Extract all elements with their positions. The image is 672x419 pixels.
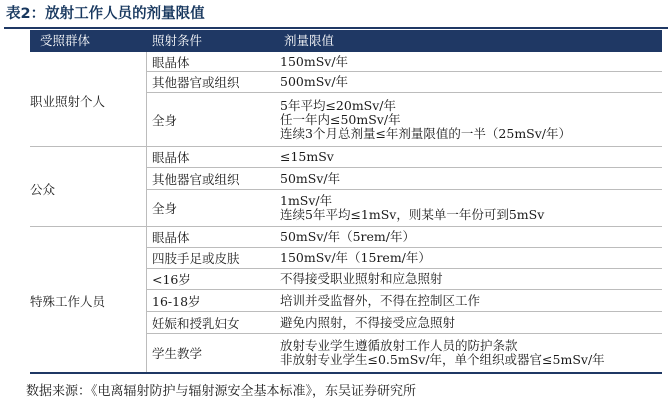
limit-cell: 避免内照射，不得接受应急照射 (280, 314, 456, 330)
group-public: 公众 (30, 182, 56, 197)
condition-cell: 眼晶体 (152, 54, 190, 70)
limit-cell: 50mSv/年（5rem/年） (280, 229, 415, 244)
table-row (146, 93, 662, 146)
table-row (146, 248, 662, 269)
condition-cell: 其他器官或组织 (152, 75, 240, 90)
bottom-rule (30, 372, 662, 374)
table-row (146, 269, 662, 290)
table-row (146, 52, 662, 72)
header-group: 受照群体 (40, 33, 91, 48)
table-row (146, 227, 662, 248)
condition-cell: 16-18岁 (152, 293, 201, 309)
table-row (146, 290, 662, 312)
condition-cell: 其他器官或组织 (152, 171, 240, 187)
limit-cell: 500mSv/年 (280, 74, 349, 89)
limit-cell: 5年平均≤20mSv/年 任一年内≤50mSv/年 连续3个月总剂量≤年剂量限值的一半（25mSv/年） (280, 97, 572, 141)
table-row (146, 72, 662, 93)
condition-cell: 全身 (152, 201, 178, 216)
limit-cell: 不得接受职业照射和应急照射 (280, 271, 443, 286)
condition-cell: 眼晶体 (152, 230, 190, 245)
condition-cell: 学生教学 (152, 346, 203, 361)
table-row (146, 312, 662, 334)
table-row (146, 190, 662, 226)
limit-cell: 150mSv/年（15rem/年） (280, 250, 431, 265)
group-special-workers: 特殊工作人员 (30, 294, 106, 309)
table-row (146, 334, 662, 372)
limit-cell: 150mSv/年 (280, 53, 349, 69)
condition-cell: <16岁 (152, 272, 191, 287)
limit-cell: 培训并受监督外，不得在控制区工作 (280, 292, 481, 308)
table-title: 表2：放射工作人员的剂量限值 (6, 6, 205, 22)
limit-cell: ≤15mSv (280, 149, 334, 164)
group-occupational: 职业照射个人 (30, 94, 106, 109)
top-rule (4, 27, 668, 29)
limit-cell: 1mSv/年 连续5年平均≤1mSv，则某单一年份可到5mSv (280, 193, 545, 222)
condition-cell: 四肢手足或皮肤 (152, 251, 240, 266)
limit-cell: 50mSv/年 (280, 170, 341, 186)
header-condition: 照射条件 (152, 33, 203, 48)
condition-cell: 眼晶体 (152, 150, 190, 165)
table-header (30, 30, 662, 52)
condition-cell: 妊娠和授乳妇女 (152, 315, 240, 331)
table-row (146, 168, 662, 190)
limit-cell: 放射专业学生遵循放射工作人员的防护条款 非放射专业学生≤0.5mSv/年，单个组织或器官≤5mSv/年 (280, 338, 605, 367)
condition-cell: 全身 (152, 112, 178, 128)
source-note: 数据来源：《电离辐射防护与辐射源安全基本标准》，东吴证券研究所 (26, 384, 417, 399)
table-row (146, 147, 662, 168)
header-limit: 剂量限值 (284, 33, 335, 48)
